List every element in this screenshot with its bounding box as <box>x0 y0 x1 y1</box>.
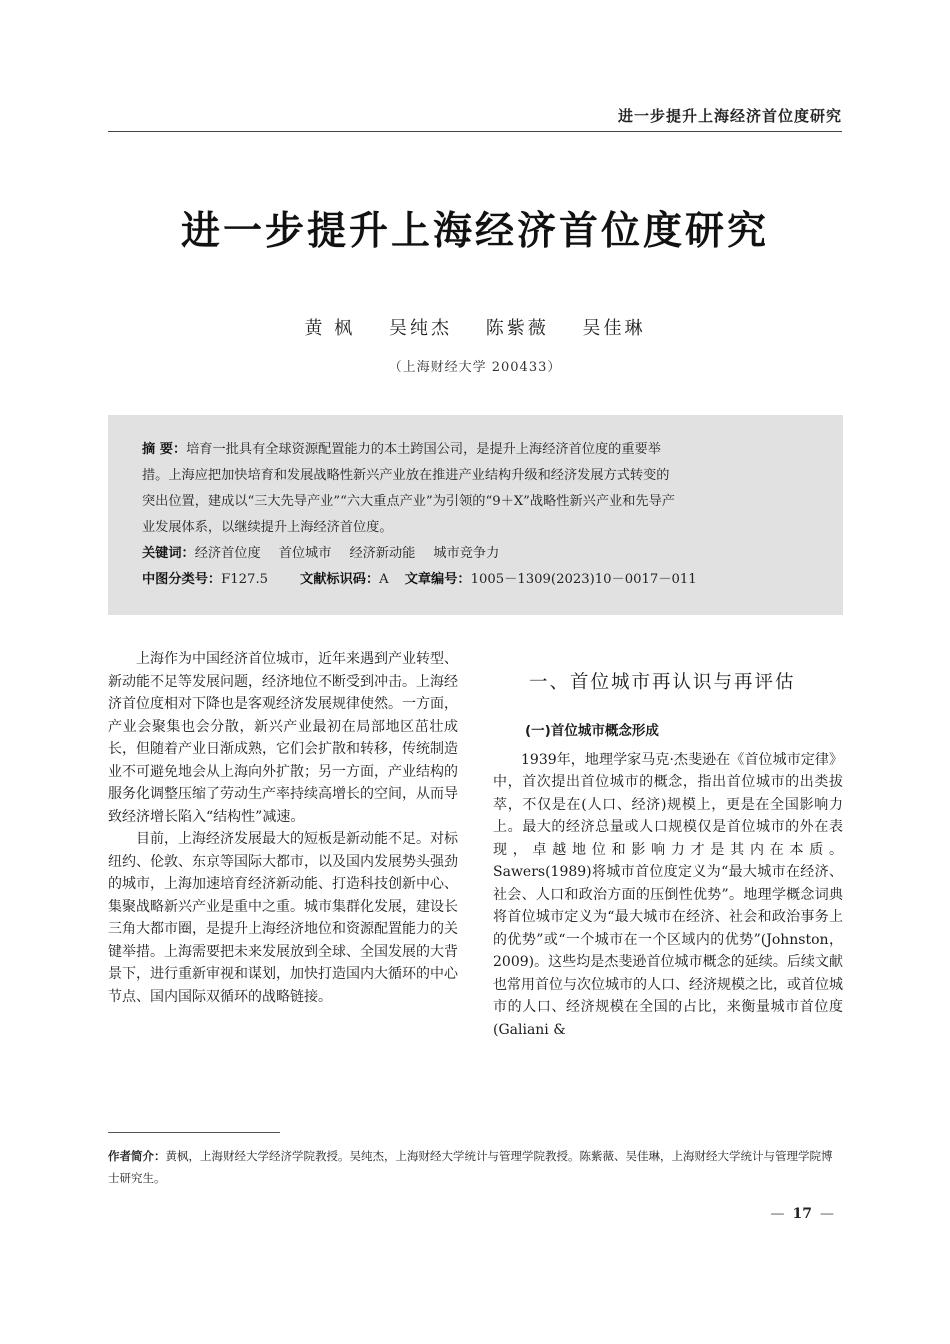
header-rule <box>108 131 842 132</box>
clc-label: 中图分类号： <box>142 572 222 587</box>
keyword: 经济首位度 <box>194 546 261 561</box>
keyword: 经济新动能 <box>349 546 416 561</box>
author-name: 吴纯杰 <box>389 318 452 339</box>
subsection-heading: (一)首位城市概念形成 <box>525 723 659 739</box>
article-title: 进一步提升上海经济首位度研究 <box>180 208 769 254</box>
abstract-line: 业发展体系，以继续提升上海经济首位度。 <box>142 520 393 535</box>
doc-code-value: A <box>379 572 389 587</box>
footnote-label: 作者简介： <box>108 1149 166 1163</box>
abstract-label: 摘 要： <box>142 442 187 457</box>
article-number-label: 文章编号： <box>404 572 471 587</box>
abstract-box <box>108 415 843 615</box>
author-footnote <box>108 1145 843 1189</box>
keywords-line <box>142 541 809 567</box>
author-name: 黄 枫 <box>304 318 356 339</box>
body-paragraph: 上海作为中国经济首位城市，近年来遇到产业转型、新动能不足等发展问题，经济地位不断受到冲击。上海经济首位度相对下降也是客观经济发展规律使然。一方面，产业会聚集也会分散，新兴产业最初在局部地区茁壮成长，但随着产业日渐成熟，它们会扩散和转移，传统制造业不可避免地会从上海向外扩散；另一方面，产业结构的服务化调整压缩了劳动生产率持续高增长的空间，从而导致经济增长陷入“结构性”减速。 <box>108 651 458 825</box>
left-column <box>108 648 458 1008</box>
abstract-line <box>142 437 809 463</box>
author-name: 陈紫薇 <box>485 318 549 339</box>
affiliation: （上海财经大学 200433） <box>388 360 562 375</box>
footnote-text: 黄枫，上海财经大学经济学院教授。吴纯杰，上海财经大学统计与管理学院教授。陈紫薇、吴佳琳，上海财经大学统计与管理学院博士研究生。 <box>108 1149 833 1185</box>
abstract-line: 突出位置，建成以“三大先导产业”“六大重点产业”为引领的“9＋X”战略性新兴产业和先导产 <box>142 494 675 509</box>
classification-line <box>142 567 809 593</box>
article-number-value: 1005－1309(2023)10－0017－011 <box>470 572 697 587</box>
page-number-value: 17 <box>792 1206 812 1222</box>
keyword: 城市竞争力 <box>433 546 500 561</box>
author-list <box>0 314 950 340</box>
page-dash: — <box>820 1206 834 1222</box>
body-paragraph: 目前，上海经济发展最大的短板是新动能不足。对标纽约、伦敦、东京等国际大都市，以及国内发展势头强劲的城市，上海加速培育经济新动能、打造科技创新中心、集聚战略新兴产业是重中之重。城市集群化发展，建设长三角大都市圈，是提升上海经济地位和资源配置能力的关键举措。上海需要把未来发展放到全球、全国发展的大背景下，进行重新审视和谋划，加快打造国内大循环的中心节点、国内国际双循环的战略链接。 <box>108 831 458 1005</box>
footnote-rule <box>108 1132 280 1133</box>
running-head: 进一步提升上海经济首位度研究 <box>617 107 842 125</box>
page-dash: — <box>770 1206 785 1222</box>
author-name: 吴佳琳 <box>582 318 646 339</box>
keyword: 首位城市 <box>278 546 332 561</box>
clc-value: F127.5 <box>221 572 269 587</box>
doc-code-label: 文献标识码： <box>300 572 380 587</box>
right-column <box>493 648 843 1041</box>
page-number <box>763 1206 842 1222</box>
body-paragraph: 1939年，地理学家马克·杰斐逊在《首位城市定律》中，首次提出首位城市的概念，指出首位城市的出类拔萃，不仅是在(人口、经济)规模上，更是在全国影响力上。最大的经济总量或人口规模仅是首位城市的外在表现，卓越地位和影响力才是其内在本质。Sawers(1989)将城市首位度定义为“最大城市在经济、社会、人口和政治方面的压倒性优势”。地理学概念词典将首位城市定义为“最大城市在经济、社会和政治事务上的优势”或“一个城市在一个区域内的优势”(Johnston，2009)。这些均是杰斐逊首位城市概念的延续。后续文献也常用首位与次位城市的人口、经济规模之比，或首位城市的人口、经济规模在全国的占比，来衡量城市首位度(Galiani & <box>493 751 843 1038</box>
abstract-line: 措。上海应把加快培育和发展战略性新兴产业放在推进产业结构升级和经济发展方式转变的 <box>142 468 670 483</box>
abstract-text: 培育一批具有全球资源配置能力的本土跨国公司，是提升上海经济首位度的重要举 <box>186 442 661 457</box>
section-heading: 一、首位城市再认识与再评估 <box>529 672 796 693</box>
keywords-label: 关键词： <box>142 546 195 561</box>
